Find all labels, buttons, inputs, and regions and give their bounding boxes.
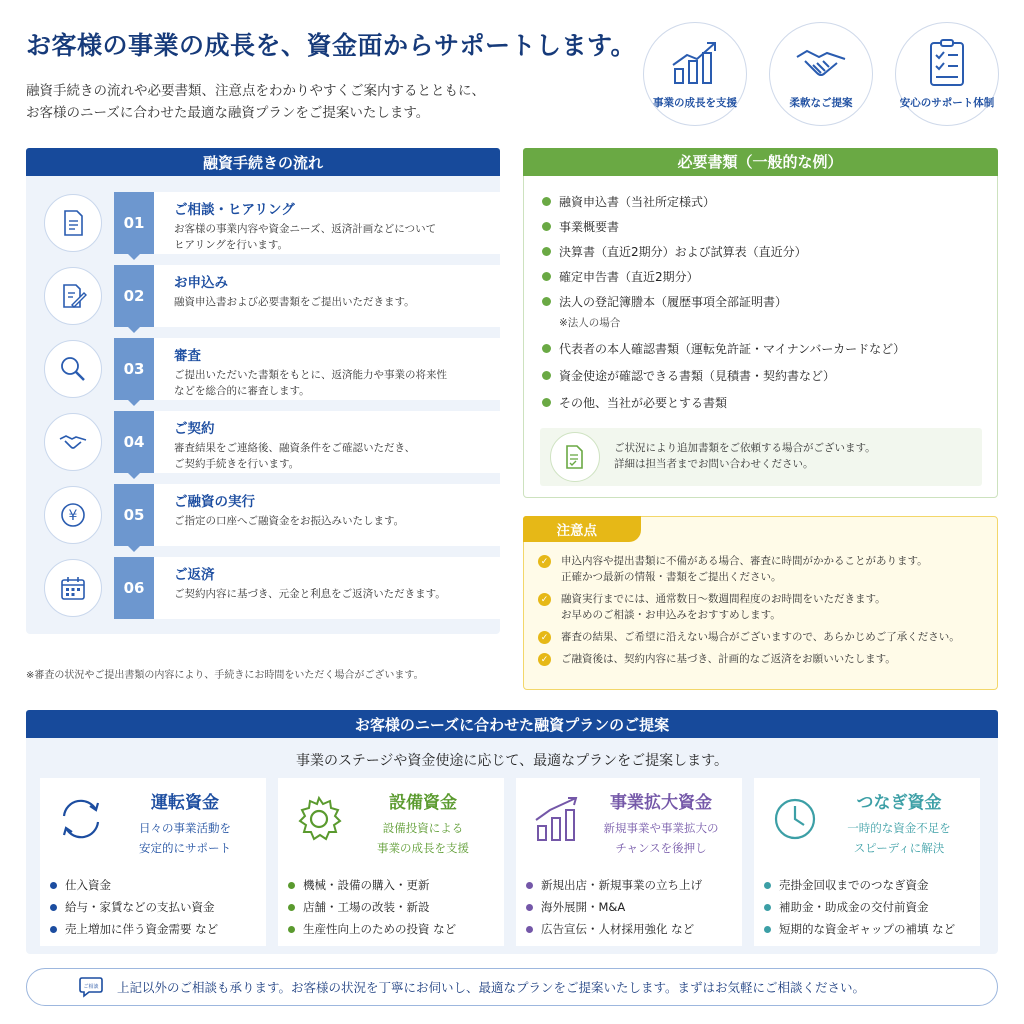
step-title: ご相談・ヒアリング bbox=[174, 202, 295, 218]
checklist-icon bbox=[919, 35, 975, 91]
step-number: 04 bbox=[114, 411, 154, 473]
documents-heading: 必要書類（一般的な例） bbox=[523, 148, 998, 176]
growth-chart-icon bbox=[667, 35, 723, 91]
feature-support bbox=[892, 22, 1002, 126]
flow-step-1 bbox=[26, 192, 500, 254]
list-item: 補助金・助成金の交付前資金 bbox=[764, 896, 955, 918]
list-item: ✓ 申込内容や提出書類に不備がある場合、審査に時間がかかることがあります。 正確かつ最新の情報・書類をご提出ください。 bbox=[538, 553, 960, 585]
caution-heading: 注意点 bbox=[523, 516, 641, 542]
list-item: その他、当社が必要とする書類 bbox=[542, 394, 905, 411]
list-item: 融資申込書（当社所定様式） bbox=[542, 193, 905, 210]
list-item: 機械・設備の購入・更新 bbox=[288, 874, 456, 896]
list-item: ✓ 審査の結果、ご希望に沿えない場合がございますので、あらかじめご了承ください。 bbox=[538, 629, 960, 645]
footer-text: 上記以外のご相談も承ります。お客様の状況を丁寧にお伺いし、最適なプランをご提案いたします。まずはお気軽にご相談ください。 bbox=[117, 980, 866, 995]
list-item: 広告宣伝・人材採用強化 など bbox=[526, 918, 702, 940]
step-title: お申込み bbox=[174, 275, 228, 291]
list-item: 売上増加に伴う資金需要 など bbox=[50, 918, 218, 940]
plan-card-equipment bbox=[278, 778, 504, 946]
plans-heading: お客様のニーズに合わせた融資プランのご提案 bbox=[26, 710, 998, 738]
flow-step-3 bbox=[26, 338, 500, 400]
list-item: 確定申告書（直近2期分） bbox=[542, 268, 905, 285]
calendar-icon bbox=[58, 573, 88, 603]
plan-bullets bbox=[50, 874, 218, 940]
cycle-arrows-icon bbox=[54, 792, 108, 846]
svg-text:¥: ¥ bbox=[68, 508, 78, 524]
check-icon: ✓ bbox=[538, 653, 551, 666]
step-title: 審査 bbox=[174, 348, 201, 364]
flow-step-2 bbox=[26, 265, 500, 327]
flow-step-6 bbox=[26, 557, 500, 619]
caution-list bbox=[538, 553, 960, 673]
plan-desc-line-2: 事業の成長を支援 bbox=[377, 841, 469, 855]
documents-note bbox=[540, 428, 982, 486]
plan-title: 運転資金 bbox=[151, 793, 219, 813]
caution-panel bbox=[523, 516, 998, 690]
gear-icon bbox=[292, 792, 346, 846]
list-item: 法人の登記簿謄本（履歴事項全部証明書） ※法人の場合 bbox=[542, 293, 905, 330]
magnifier-icon bbox=[58, 354, 88, 384]
loan-flow-panel bbox=[26, 148, 500, 634]
step-title: ご返済 bbox=[174, 567, 215, 583]
form-pen-icon bbox=[58, 281, 88, 311]
step-desc-line-1: ご提出いただいた書類をもとに、返済能力や事業の将来性 bbox=[174, 369, 447, 381]
plan-desc-line-1: 新規事業や事業拡大の bbox=[603, 821, 719, 835]
step-arrow bbox=[128, 400, 140, 406]
plan-title: 設備資金 bbox=[389, 793, 457, 813]
feature-growth bbox=[640, 22, 750, 126]
document-check-icon bbox=[562, 444, 588, 470]
list-item: 代表者の本人確認書類（運転免許証・マイナンバーカードなど） bbox=[542, 340, 905, 357]
list-item: 店舗・工場の改装・新設 bbox=[288, 896, 456, 918]
page-title: お客様の事業の成長を、資金面からサポートします。 bbox=[26, 31, 637, 60]
loan-plans-panel bbox=[26, 710, 998, 954]
plans-subheading: 事業のステージや資金使途に応じて、最適なプランをご提案します。 bbox=[295, 753, 729, 769]
list-item: 資金使途が確認できる書類（見積書・契約書など） bbox=[542, 367, 905, 384]
list-item-note: ※法人の場合 bbox=[559, 317, 621, 329]
step-desc-line-1: お客様の事業内容や資金ニーズ、返済計画などについて bbox=[174, 223, 437, 235]
consultation-banner bbox=[26, 968, 998, 1006]
documents-list bbox=[542, 193, 905, 411]
step-arrow bbox=[128, 473, 140, 479]
step-number: 03 bbox=[114, 338, 154, 400]
step-arrow bbox=[128, 327, 140, 333]
list-item: 海外展開・M&A bbox=[526, 896, 702, 918]
list-item: 事業概要書 bbox=[542, 218, 905, 235]
plan-desc-line-2: チャンスを後押し bbox=[615, 841, 707, 855]
list-item: 給与・家賃などの支払い資金 bbox=[50, 896, 218, 918]
intro-line-2: お客様のニーズに合わせた最適な融資プランをご提案いたします。 bbox=[26, 105, 430, 121]
step-number: 01 bbox=[114, 192, 154, 254]
feature-flexible bbox=[766, 22, 876, 126]
check-icon: ✓ bbox=[538, 631, 551, 644]
handshake-icon bbox=[793, 35, 849, 91]
step-number: 06 bbox=[114, 557, 154, 619]
list-item: 仕入資金 bbox=[50, 874, 218, 896]
list-item: 生産性向上のための投資 など bbox=[288, 918, 456, 940]
plan-title: 事業拡大資金 bbox=[610, 793, 712, 813]
plan-bullets bbox=[288, 874, 456, 940]
flow-step-4 bbox=[26, 411, 500, 473]
handshake-icon bbox=[58, 427, 88, 457]
plan-desc-line-2: 安定的にサポート bbox=[139, 841, 231, 855]
plan-bullets bbox=[764, 874, 955, 940]
flow-step-5 bbox=[26, 484, 500, 546]
step-desc-line-1: ご指定の口座へご融資金をお振込みいたします。 bbox=[174, 515, 405, 527]
list-item: ✓ ご融資後は、契約内容に基づき、計画的なご返済をお願いいたします。 bbox=[538, 651, 960, 667]
check-icon: ✓ bbox=[538, 593, 551, 606]
feature-label: 柔軟なご提案 bbox=[789, 97, 853, 109]
plan-desc-line-2: スピーディに解決 bbox=[853, 841, 945, 855]
flow-heading: 融資手続きの流れ bbox=[26, 148, 500, 176]
plan-title: つなぎ資金 bbox=[856, 793, 942, 813]
plan-bullets bbox=[526, 874, 702, 940]
yen-icon bbox=[58, 500, 88, 530]
list-item: 売掛金回収までのつなぎ資金 bbox=[764, 874, 955, 896]
chat-icon-label: ご相談 bbox=[83, 984, 99, 990]
step-desc-line-1: 融資申込書および必要書類をご提出いただきます。 bbox=[174, 296, 415, 308]
intro-line-1: 融資手続きの流れや必要書類、注意点をわかりやすくご案内するとともに、 bbox=[26, 83, 485, 99]
documents-note-line-1: ご状況により追加書類をご依頼する場合がございます。 bbox=[614, 442, 876, 454]
step-arrow bbox=[128, 546, 140, 552]
clock-icon bbox=[768, 792, 822, 846]
list-item: 新規出店・新規事業の立ち上げ bbox=[526, 874, 702, 896]
plan-desc-line-1: 日々の事業活動を bbox=[139, 821, 231, 835]
plan-desc-line-1: 一時的な資金不足を bbox=[847, 821, 951, 835]
list-item: 短期的な資金ギャップの補填 など bbox=[764, 918, 955, 940]
step-number: 05 bbox=[114, 484, 154, 546]
step-desc-line-1: ご契約内容に基づき、元金と利息をご返済いただきます。 bbox=[174, 588, 446, 600]
step-title: ご契約 bbox=[174, 421, 215, 437]
plan-desc-line-1: 設備投資による bbox=[382, 821, 464, 835]
plan-card-operating bbox=[40, 778, 266, 946]
chat-bubble-icon bbox=[79, 976, 103, 998]
list-item: 決算書（直近2期分）および試算表（直近分） bbox=[542, 243, 905, 260]
intro-text bbox=[26, 80, 485, 124]
check-icon: ✓ bbox=[538, 555, 551, 568]
plan-card-bridge bbox=[754, 778, 980, 946]
step-desc-line-2: ヒアリングを行います。 bbox=[174, 239, 289, 251]
feature-label: 安心のサポート体制 bbox=[899, 97, 995, 109]
step-desc-line-1: 審査結果をご連絡後、融資条件をご確認いただき、 bbox=[174, 442, 416, 454]
step-number: 02 bbox=[114, 265, 154, 327]
document-icon bbox=[58, 208, 88, 238]
list-item: ✓ 融資実行までには、通常数日～数週間程度のお時間をいただきます。 お早めのご相談・お申込みをおすすめします。 bbox=[538, 591, 960, 623]
bar-growth-icon bbox=[530, 792, 584, 846]
plan-card-expansion bbox=[516, 778, 742, 946]
step-arrow bbox=[128, 254, 140, 260]
step-title: ご融資の実行 bbox=[174, 494, 255, 510]
required-documents-panel bbox=[523, 148, 998, 498]
documents-note-line-2: 詳細は担当者までお問い合わせください。 bbox=[614, 458, 814, 470]
step-desc-line-2: などを総合的に審査します。 bbox=[174, 385, 310, 397]
step-desc-line-2: ご契約手続きを行います。 bbox=[174, 458, 300, 470]
feature-label: 事業の成長を支援 bbox=[653, 97, 737, 109]
flow-note: ※審査の状況やご提出書類の内容により、手続きにお時間をいただく場合がございます。 bbox=[26, 670, 424, 681]
